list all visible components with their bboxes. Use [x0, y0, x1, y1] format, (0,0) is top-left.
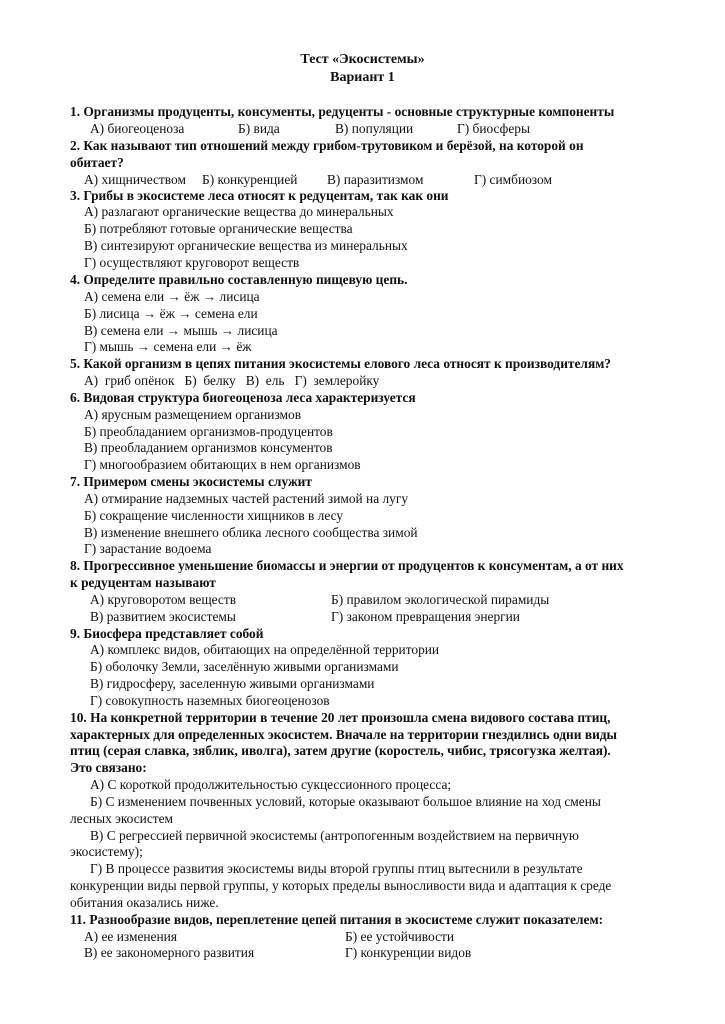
option-c: В) изменение внешнего облика лесного сообщества зимой	[84, 525, 418, 540]
option-a: А) круговоротом веществ	[90, 592, 237, 607]
option-b: Б) лисица → ёж → семена ели	[84, 306, 258, 321]
option-b: Б) потребляют готовые органические вещества	[84, 221, 353, 236]
option-a: А) семена ели → ёж → лисица	[84, 289, 260, 304]
question-5-options: А) гриб опёнок Б) белку В) ель Г) землеройку	[84, 373, 380, 388]
question-6: 6. Видовая структура биогеоценоза леса характеризуется	[70, 390, 416, 405]
option-a: А) хищничеством	[84, 172, 186, 187]
option-c: В) преобладанием организмов консументов	[84, 440, 333, 455]
option-d-line-2: конкуренции виды первой группы, у которых пределы выносливости вида и адаптация к среде	[70, 878, 612, 893]
option-a: А) ярусным размещением организмов	[84, 407, 302, 422]
option-d: Г) симбиозом	[474, 172, 552, 187]
option-d: Г) законом превращения энергии	[331, 609, 520, 624]
option-b: Б) преобладанием организмов-продуцентов	[84, 424, 333, 439]
question-11: 11. Разнообразие видов, переплетение цепей питания в экосистеме служит показателем:	[70, 912, 604, 927]
option-c: В) семена ели → мышь → лисица	[84, 323, 278, 338]
option-b: Б) конкуренцией	[202, 172, 298, 187]
option-d: Г) многообразием обитающих в нем организмов	[84, 457, 361, 472]
question-10-line-2: характерных для определенных экосистем. Вначале на территории гнездились одни виды	[70, 727, 618, 742]
option-a: А) С короткой продолжительностью сукцессионного процесса;	[90, 777, 452, 792]
option-d-line-3: обитания оказались ниже.	[70, 895, 219, 910]
question-2-line-2: обитает?	[70, 155, 124, 170]
option-b-line-1: Б) С изменением почвенных условий, которые оказывают большое влияние на ход смены	[90, 794, 601, 809]
option-d-line-1: Г) В процессе развития экосистемы виды второй группы птиц вытеснили в результате	[90, 861, 583, 876]
question-10-line-4: Это связано:	[70, 760, 147, 775]
option-b: Б) ее устойчивости	[345, 929, 455, 944]
option-c-line-1: В) С регрессией первичной экосистемы (антропогенным воздействием на первичную	[90, 828, 579, 843]
option-b: Б) оболочку Земли, заселённую живыми организмами	[90, 659, 399, 674]
option-b-line-2: лесных экосистем	[70, 811, 174, 826]
question-3: 3. Грибы в экосистеме леса относят к редуцентам, так как они	[70, 188, 449, 203]
option-c: В) развитием экосистемы	[90, 609, 236, 624]
option-b: Б) сокращение численности хищников в лесу	[84, 508, 344, 523]
option-c-line-2: экосистему);	[70, 844, 143, 859]
question-9: 9. Биосфера представляет собой	[70, 626, 264, 641]
option-d: Г) биосферы	[457, 121, 530, 136]
option-c: В) гидросферу, заселенную живыми организмами	[90, 676, 375, 691]
option-c: В) синтезируют органические вещества из минеральных	[84, 238, 408, 253]
question-10-line-3: птиц (серая славка, зяблик, иволга), затем другие (коростель, чибис, трясогузка желтая).	[70, 743, 611, 758]
option-d: Г) совокупность наземных биогеоценозов	[90, 693, 330, 708]
question-10-line-1: 10. На конкретной территории в течение 20 лет произошла смена видового состава птиц,	[70, 710, 611, 725]
option-c: В) ее закономерного развития	[84, 945, 255, 960]
option-d: Г) осуществляют круговорот веществ	[84, 255, 300, 270]
question-4: 4. Определите правильно составленную пищевую цепь.	[70, 272, 408, 287]
option-c: В) паразитизмом	[327, 172, 424, 187]
option-a: А) биогеоценоза	[90, 121, 185, 136]
variant-label: Вариант 1	[330, 70, 395, 85]
option-a: А) комплекс видов, обитающих на определённой территории	[90, 642, 440, 657]
option-b: Б) вида	[238, 121, 280, 136]
document-title: Тест «Экосистемы»	[300, 52, 425, 67]
option-c: В) популяции	[335, 121, 414, 136]
question-1: 1. Организмы продуценты, консументы, редуценты - основные структурные компоненты	[70, 104, 615, 119]
option-b: Б) правилом экологической пирамиды	[331, 592, 550, 607]
question-5: 5. Какой организм в цепях питания экосистемы елового леса относят к производителям?	[70, 356, 612, 371]
option-a: А) отмирание надземных частей растений зимой на лугу	[84, 491, 409, 506]
question-7: 7. Примером смены экосистемы служит	[70, 474, 312, 489]
option-a: А) ее изменения	[84, 929, 177, 944]
question-2-line-1: 2. Как называют тип отношений между грибом-трутовиком и берёзой, на которой он	[70, 138, 584, 153]
question-8-line-2: к редуцентам называют	[70, 575, 216, 590]
option-d: Г) зарастание водоема	[84, 541, 212, 556]
option-d: Г) конкуренции видов	[345, 945, 472, 960]
question-8-line-1: 8. Прогрессивное уменьшение биомассы и энергии от продуцентов к консументам, а от них	[70, 558, 624, 573]
option-d: Г) мышь → семена ели → ёж	[84, 339, 252, 354]
option-a: А) разлагают органические вещества до минеральных	[84, 204, 394, 219]
